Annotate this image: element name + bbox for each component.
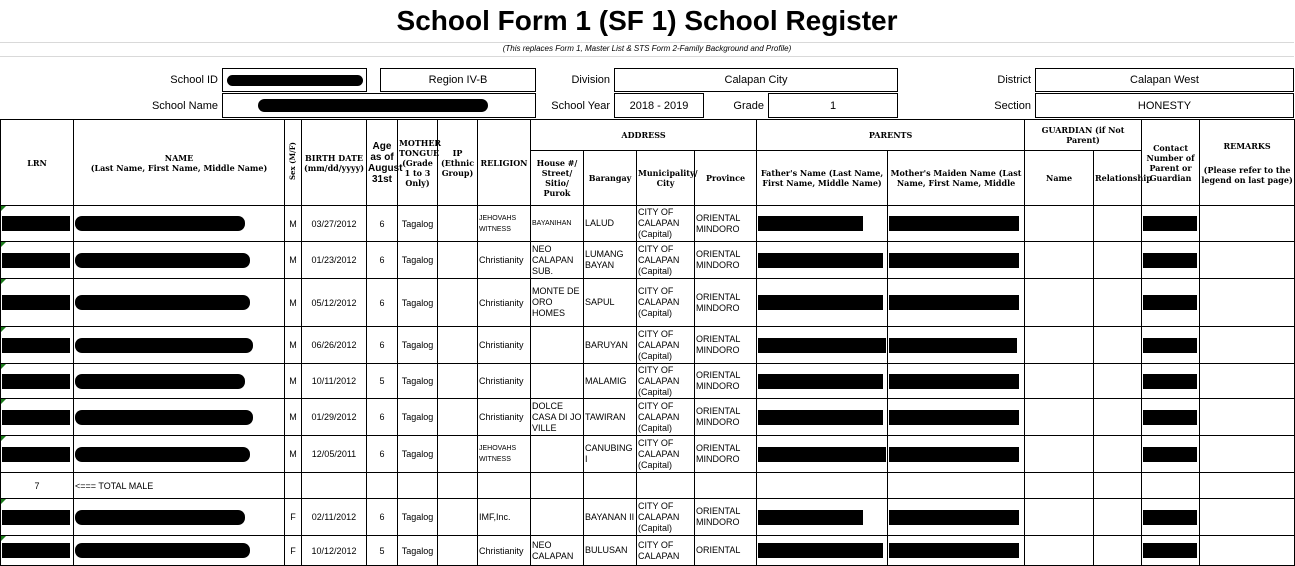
redacted-mother <box>889 216 1019 231</box>
municipality-cell: CITY OF CALAPAN (Capital) <box>637 206 695 242</box>
birth-date-cell: 06/26/2012 <box>302 327 367 364</box>
redacted-contact <box>1143 216 1197 231</box>
barangay-cell: CANUBING I <box>584 436 637 473</box>
table-row <box>1 499 1295 536</box>
table-row <box>1 436 1295 473</box>
mother-cell <box>888 279 1025 327</box>
table-row <box>1 364 1295 399</box>
birth-date-cell: 05/12/2012 <box>302 279 367 327</box>
contact-cell <box>1142 536 1200 566</box>
cell-marker-icon <box>1 327 6 332</box>
religion-cell: JEHOVAHS WITNESS <box>478 206 531 242</box>
redacted-father <box>758 338 886 353</box>
mother-cell <box>888 364 1025 399</box>
empty-cell <box>888 473 1025 499</box>
province-cell: ORIENTAL MINDORO <box>695 364 757 399</box>
col-birth-date: BIRTH DATE (mm/dd/yyyy) <box>302 120 367 206</box>
col-contact: Contact Number of Parent or Guardian <box>1142 120 1200 206</box>
house-cell: DOLCE CASA DI JO VILLE <box>531 399 584 436</box>
father-cell <box>757 327 888 364</box>
remarks-cell <box>1200 499 1295 536</box>
division-field: Calapan City <box>614 68 898 92</box>
redacted-mother <box>889 543 1019 558</box>
redacted-name <box>75 510 245 525</box>
mother-tongue-cell: Tagalog <box>398 499 438 536</box>
birth-date-cell: 10/12/2012 <box>302 536 367 566</box>
birth-date-cell: 12/05/2011 <box>302 436 367 473</box>
relationship-cell <box>1094 436 1142 473</box>
cell-marker-icon <box>1 206 6 211</box>
sex-cell: M <box>285 279 302 327</box>
religion-cell: Christianity <box>478 536 531 566</box>
redacted-name <box>75 543 250 558</box>
age-cell: 6 <box>367 279 398 327</box>
empty-cell <box>584 473 637 499</box>
redacted-contact <box>1143 543 1197 558</box>
age-cell: 6 <box>367 436 398 473</box>
district-label: District <box>997 74 1031 86</box>
school-name-field <box>222 93 536 118</box>
name-cell <box>74 436 285 473</box>
mother-tongue-cell: Tagalog <box>398 436 438 473</box>
mother-cell <box>888 499 1025 536</box>
province-cell: ORIENTAL MINDORO <box>695 327 757 364</box>
contact-cell <box>1142 436 1200 473</box>
relationship-cell <box>1094 242 1142 279</box>
municipality-cell: CITY OF CALAPAN (Capital) <box>637 499 695 536</box>
redacted-school-name <box>258 99 488 112</box>
total-male-row <box>1 473 1295 499</box>
cell-marker-icon <box>1 499 6 504</box>
barangay-cell: LUMANG BAYAN <box>584 242 637 279</box>
redacted-name <box>75 338 253 353</box>
school-id-field <box>222 68 367 92</box>
province-cell: ORIENTAL MINDORO <box>695 279 757 327</box>
cell-marker-icon <box>1 242 6 247</box>
lrn-cell <box>1 499 74 536</box>
mother-tongue-cell: Tagalog <box>398 536 438 566</box>
guardian-name-cell <box>1025 242 1094 279</box>
father-cell <box>757 206 888 242</box>
house-cell <box>531 499 584 536</box>
empty-cell <box>695 473 757 499</box>
house-cell <box>531 327 584 364</box>
ip-cell <box>438 436 478 473</box>
father-cell <box>757 279 888 327</box>
col-mother-tongue: MOTHER TONGUE (Grade 1 to 3 Only) <box>398 120 438 206</box>
col-barangay: Barangay <box>584 151 637 206</box>
mother-tongue-cell: Tagalog <box>398 242 438 279</box>
father-cell <box>757 436 888 473</box>
col-religion: RELIGION <box>478 120 531 206</box>
birth-date-cell: 01/23/2012 <box>302 242 367 279</box>
total-male-label: <=== TOTAL MALE <box>74 473 285 499</box>
house-cell: MONTE DE ORO HOMES <box>531 279 584 327</box>
father-cell <box>757 242 888 279</box>
name-cell <box>74 242 285 279</box>
mother-tongue-cell: Tagalog <box>398 206 438 242</box>
remarks-cell <box>1200 399 1295 436</box>
birth-date-cell: 10/11/2012 <box>302 364 367 399</box>
mother-cell <box>888 242 1025 279</box>
mother-cell <box>888 436 1025 473</box>
guardian-name-cell <box>1025 536 1094 566</box>
mother-tongue-cell: Tagalog <box>398 279 438 327</box>
mother-cell <box>888 399 1025 436</box>
col-address: ADDRESS <box>531 120 757 151</box>
name-cell <box>74 364 285 399</box>
age-cell: 6 <box>367 242 398 279</box>
religion-cell: IMF,Inc. <box>478 499 531 536</box>
redacted-name <box>75 374 245 389</box>
mother-cell <box>888 327 1025 364</box>
grade-field: 1 <box>768 93 898 118</box>
house-cell: NEO CALAPAN SUB. <box>531 242 584 279</box>
name-cell <box>74 206 285 242</box>
remarks-cell <box>1200 242 1295 279</box>
redacted-mother <box>889 374 1019 389</box>
redacted-mother <box>889 410 1019 425</box>
table-row <box>1 279 1295 327</box>
redacted-contact <box>1143 295 1197 310</box>
barangay-cell: TAWIRAN <box>584 399 637 436</box>
remarks-cell <box>1200 436 1295 473</box>
col-house: House #/ Street/ Sitio/ Purok <box>531 151 584 206</box>
redacted-contact <box>1143 338 1197 353</box>
contact-cell <box>1142 242 1200 279</box>
col-age: Age as of August 31st <box>367 120 398 206</box>
house-cell <box>531 436 584 473</box>
school-id-label: School ID <box>170 74 218 86</box>
barangay-cell: SAPUL <box>584 279 637 327</box>
province-cell: ORIENTAL MINDORO <box>695 399 757 436</box>
empty-cell <box>531 473 584 499</box>
province-cell: ORIENTAL MINDORO <box>695 436 757 473</box>
col-relationship: Relationship <box>1094 151 1142 206</box>
ip-cell <box>438 399 478 436</box>
birth-date-cell: 01/29/2012 <box>302 399 367 436</box>
region-field: Region IV-B <box>380 68 536 92</box>
redacted-lrn <box>2 338 70 353</box>
district-field: Calapan West <box>1035 68 1294 92</box>
ip-cell <box>438 279 478 327</box>
cell-marker-icon <box>1 399 6 404</box>
remarks-cell <box>1200 327 1295 364</box>
table-row <box>1 399 1295 436</box>
cell-marker-icon <box>1 364 6 369</box>
relationship-cell <box>1094 499 1142 536</box>
redacted-father <box>758 510 863 525</box>
col-name <box>74 120 285 206</box>
father-cell <box>757 499 888 536</box>
house-cell: NEO CALAPAN <box>531 536 584 566</box>
remarks-cell <box>1200 279 1295 327</box>
redacted-name <box>75 216 245 231</box>
guardian-name-cell <box>1025 399 1094 436</box>
lrn-cell <box>1 536 74 566</box>
age-cell: 5 <box>367 364 398 399</box>
father-cell <box>757 536 888 566</box>
sex-cell: M <box>285 436 302 473</box>
col-lrn: LRN <box>1 120 74 206</box>
redacted-mother <box>889 253 1019 268</box>
relationship-cell <box>1094 327 1142 364</box>
sex-cell: M <box>285 206 302 242</box>
empty-cell <box>1094 473 1142 499</box>
redacted-father <box>758 295 883 310</box>
father-cell <box>757 399 888 436</box>
redacted-mother <box>889 338 1017 353</box>
lrn-cell <box>1 206 74 242</box>
lrn-cell <box>1 327 74 364</box>
religion-cell: Christianity <box>478 279 531 327</box>
redacted-name <box>75 410 253 425</box>
school-year-field: 2018 - 2019 <box>614 93 704 118</box>
ip-cell <box>438 327 478 364</box>
col-father: Father's Name (Last Name, First Name, Middle Name) <box>757 151 888 206</box>
municipality-cell: CITY OF CALAPAN (Capital) <box>637 364 695 399</box>
col-sex <box>285 120 302 206</box>
municipality-cell: CITY OF CALAPAN <box>637 536 695 566</box>
section-label: Section <box>994 99 1031 112</box>
form-subtitle: (This replaces Form 1, Master List & STS Form 2-Family Background and Profile) <box>0 42 1294 56</box>
redacted-lrn <box>2 447 70 462</box>
religion-cell: Christianity <box>478 242 531 279</box>
col-remarks-sub: (Please refer to the legend on last page) <box>1201 164 1293 185</box>
guardian-name-cell <box>1025 206 1094 242</box>
redacted-mother <box>889 447 1019 462</box>
barangay-cell: BULUSAN <box>584 536 637 566</box>
lrn-cell <box>1 364 74 399</box>
cell-marker-icon <box>1 536 6 541</box>
remarks-cell <box>1200 206 1295 242</box>
municipality-cell: CITY OF CALAPAN (Capital) <box>637 279 695 327</box>
mother-tongue-cell: Tagalog <box>398 399 438 436</box>
cell-marker-icon <box>1 436 6 441</box>
barangay-cell: LALUD <box>584 206 637 242</box>
ip-cell <box>438 242 478 279</box>
municipality-cell: CITY OF CALAPAN (Capital) <box>637 327 695 364</box>
birth-date-cell: 02/11/2012 <box>302 499 367 536</box>
municipality-cell: CITY OF CALAPAN (Capital) <box>637 242 695 279</box>
guardian-name-cell <box>1025 327 1094 364</box>
municipality-cell: CITY OF CALAPAN (Capital) <box>637 436 695 473</box>
barangay-cell: BAYANAN II <box>584 499 637 536</box>
lrn-cell <box>1 279 74 327</box>
redacted-lrn <box>2 216 70 231</box>
grade-label: Grade <box>733 99 764 112</box>
ip-cell <box>438 536 478 566</box>
relationship-cell <box>1094 364 1142 399</box>
cell-marker-icon <box>1 279 6 284</box>
name-cell <box>74 399 285 436</box>
table-row <box>1 242 1295 279</box>
guardian-name-cell <box>1025 499 1094 536</box>
col-name-sub: (Last Name, First Name, Middle Name) <box>90 162 268 173</box>
barangay-cell: MALAMIG <box>584 364 637 399</box>
contact-cell <box>1142 499 1200 536</box>
empty-cell <box>478 473 531 499</box>
sex-cell: F <box>285 536 302 566</box>
empty-cell <box>1142 473 1200 499</box>
province-cell: ORIENTAL MINDORO <box>695 206 757 242</box>
municipality-cell: CITY OF CALAPAN (Capital) <box>637 399 695 436</box>
house-cell: BAYANIHAN <box>531 206 584 242</box>
lrn-cell <box>1 436 74 473</box>
col-province: Province <box>695 151 757 206</box>
redacted-lrn <box>2 410 70 425</box>
barangay-cell: BARUYAN <box>584 327 637 364</box>
remarks-cell <box>1200 364 1295 399</box>
age-cell: 6 <box>367 499 398 536</box>
table-row <box>1 206 1295 242</box>
ip-cell <box>438 499 478 536</box>
col-guardian: GUARDIAN (if Not Parent) <box>1025 120 1142 151</box>
mother-tongue-cell: Tagalog <box>398 364 438 399</box>
redacted-father <box>758 543 883 558</box>
redacted-contact <box>1143 374 1197 389</box>
register-table <box>0 119 1295 566</box>
col-name-label: NAME <box>164 152 194 163</box>
redacted-father <box>758 410 883 425</box>
school-year-label: School Year <box>551 99 610 112</box>
province-cell: ORIENTAL MINDORO <box>695 499 757 536</box>
redacted-lrn <box>2 253 70 268</box>
mother-cell <box>888 536 1025 566</box>
age-cell: 6 <box>367 327 398 364</box>
divider <box>0 56 1294 57</box>
redacted-lrn <box>2 374 70 389</box>
redacted-school-id <box>227 75 363 86</box>
table-row <box>1 536 1295 566</box>
empty-cell <box>302 473 367 499</box>
religion-cell: JEHOVAHS WITNESS <box>478 436 531 473</box>
section-field: HONESTY <box>1035 93 1294 118</box>
redacted-father <box>758 253 883 268</box>
col-municipality: Municipality/ City <box>637 151 695 206</box>
redacted-mother <box>889 510 1019 525</box>
sex-cell: M <box>285 327 302 364</box>
redacted-name <box>75 253 250 268</box>
form-title: School Form 1 (SF 1) School Register <box>396 5 898 36</box>
name-cell <box>74 536 285 566</box>
house-cell <box>531 364 584 399</box>
redacted-contact <box>1143 447 1197 462</box>
age-cell: 6 <box>367 399 398 436</box>
empty-cell <box>637 473 695 499</box>
sex-cell: M <box>285 242 302 279</box>
age-cell: 5 <box>367 536 398 566</box>
redacted-contact <box>1143 410 1197 425</box>
province-cell: ORIENTAL <box>695 536 757 566</box>
age-cell: 6 <box>367 206 398 242</box>
guardian-name-cell <box>1025 279 1094 327</box>
religion-cell: Christianity <box>478 364 531 399</box>
school-name-label: School Name <box>151 99 218 112</box>
name-cell <box>74 499 285 536</box>
redacted-father <box>758 374 883 389</box>
religion-cell: Christianity <box>478 399 531 436</box>
redacted-father <box>758 216 863 231</box>
table-row <box>1 327 1295 364</box>
col-mother: Mother's Maiden Name (Last Name, First Name, Middle <box>888 151 1025 206</box>
ip-cell <box>438 364 478 399</box>
ip-cell <box>438 206 478 242</box>
empty-cell <box>367 473 398 499</box>
contact-cell <box>1142 399 1200 436</box>
mother-cell <box>888 206 1025 242</box>
name-cell <box>74 279 285 327</box>
relationship-cell <box>1094 206 1142 242</box>
contact-cell <box>1142 364 1200 399</box>
col-remarks-label: REMARKS <box>1223 140 1271 151</box>
total-male-count: 7 <box>1 473 74 499</box>
relationship-cell <box>1094 536 1142 566</box>
religion-cell: Christianity <box>478 327 531 364</box>
empty-cell <box>757 473 888 499</box>
redacted-father <box>758 447 886 462</box>
lrn-cell <box>1 399 74 436</box>
empty-cell <box>285 473 302 499</box>
empty-cell <box>398 473 438 499</box>
lrn-cell <box>1 242 74 279</box>
empty-cell <box>438 473 478 499</box>
father-cell <box>757 364 888 399</box>
relationship-cell <box>1094 399 1142 436</box>
mother-tongue-cell: Tagalog <box>398 327 438 364</box>
division-label: Division <box>571 74 610 86</box>
relationship-cell <box>1094 279 1142 327</box>
redacted-lrn <box>2 510 70 525</box>
sex-cell: F <box>285 499 302 536</box>
empty-cell <box>1200 473 1295 499</box>
col-sex-label: Sex (M/F) <box>288 142 297 181</box>
col-parents: PARENTS <box>757 120 1025 151</box>
contact-cell <box>1142 327 1200 364</box>
redacted-lrn <box>2 543 70 558</box>
guardian-name-cell <box>1025 364 1094 399</box>
col-ip: IP (Ethnic Group) <box>438 120 478 206</box>
redacted-lrn <box>2 295 70 310</box>
province-cell: ORIENTAL MINDORO <box>695 242 757 279</box>
remarks-cell <box>1200 536 1295 566</box>
contact-cell <box>1142 206 1200 242</box>
col-guardian-name: Name <box>1025 151 1094 206</box>
name-cell <box>74 327 285 364</box>
redacted-contact <box>1143 253 1197 268</box>
contact-cell <box>1142 279 1200 327</box>
redacted-name <box>75 447 250 462</box>
sex-cell: M <box>285 364 302 399</box>
redacted-name <box>75 295 250 310</box>
empty-cell <box>1025 473 1094 499</box>
redacted-contact <box>1143 510 1197 525</box>
birth-date-cell: 03/27/2012 <box>302 206 367 242</box>
col-remarks <box>1200 120 1295 206</box>
redacted-mother <box>889 295 1019 310</box>
guardian-name-cell <box>1025 436 1094 473</box>
sex-cell: M <box>285 399 302 436</box>
